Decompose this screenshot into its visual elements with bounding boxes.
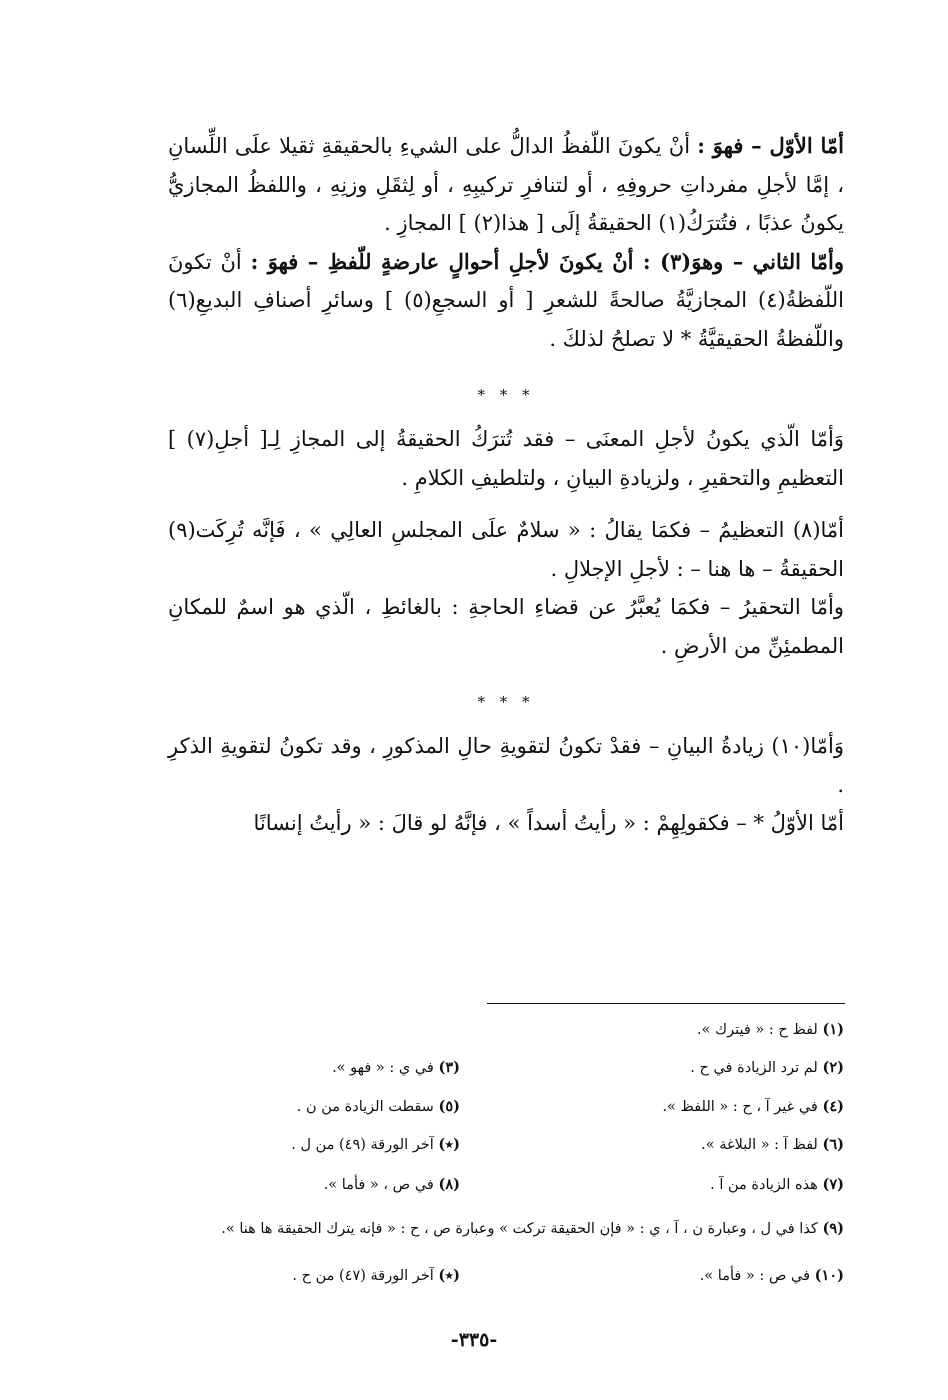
footnote: (٣) في ي : « فهو ». <box>332 1059 460 1076</box>
paragraph-first-type <box>168 127 844 243</box>
paragraph-second-type <box>168 243 844 359</box>
footnote: (٭) آخر الورقة (٤٧) من ح . <box>292 1267 460 1284</box>
footnote: (٩) كذا في ل ، وعبارة ن ، آ ، ي : « فإن الحقيقة تركت » وعبارة ص ، ح : « فإنه يترك الحقيقة ها هنا ». <box>221 1220 844 1237</box>
footnote-divider <box>487 1003 845 1004</box>
paragraph-text: أنْ يكونَ اللّفظُ الدالُّ على الشيءِ بالحقيقةِ ثقيلا علَى اللِّسانِ ، إمَّا لأجلِ مفرداتِ حروفِهِ ، أو لتنافرِ تركيبِهِ ، أو لِثقَلِ وزنِهِ ، واللفظُ المجازيُّ يكونُ عذبًا ، فتُترَكُ(١) الحقيقةُ إلَى [ هذا(٢) ] المجازِ . <box>168 134 844 235</box>
paragraph-first-kind: أمّا الأوّلُ * – فكقولِهِمْ : « رأيتُ أسداً » ، فإنَّهُ لو قالَ : « رأيتُ إنسانًا <box>253 811 844 835</box>
paragraph-meaning: وَأمّا الّذي يكونُ لأجلِ المعنَى – فقد تُترَكُ الحقيقةُ إلى المجازِ لِـ[ أجلِ(٧) ] التعظيمِ والتحقيرِ ، ولزيادةِ البيانِ ، ولتلطيفِ الكلامِ . <box>168 427 844 490</box>
paragraph-glorification: أمّا(٨) التعظيمُ – فكمَا يقالُ : « سلامٌ علَى المجلسِ العالِي » ، فَإنَّه تُرِكَت(٩) الحقيقةُ – ها هنا – : لأجلِ الإجلالِ . <box>168 518 844 581</box>
main-text <box>168 127 844 843</box>
paragraph-text: أنْ تكونَ اللّفظةُ(٤) المجازيَّةُ صالحةً للشعرِ [ أو السجعِ(٥) ] وسائرِ أصنافِ البديعِ(٦) واللّفظةُ الحقيقيَّةُ * لا تصلحُ لذلكَ . <box>168 249 845 351</box>
paragraph-lead: أمّا الأوّل – فهوَ : <box>697 133 844 158</box>
footnote: (٢) لم ترد الزيادة في ح . <box>690 1059 844 1076</box>
paragraph-clarity: وَأمّا(١٠) زيادةُ البيانِ – فقدْ تكونُ لتقويةِ حالِ المذكورِ ، وقد تكونُ لتقويةِ الذكرِ . <box>168 734 844 797</box>
footnote: (٨) في ص ، « فأما ». <box>323 1176 460 1193</box>
footnote: (٦) لفظ آ : « البلاغة ». <box>701 1136 844 1153</box>
footnote: (٭) آخر الورقة (٤٩) من ل . <box>291 1136 460 1153</box>
section-separator: * * * <box>477 693 535 711</box>
paragraph-lead: وأمّا الثاني – وهوَ(٣) : أنْ يكونَ لأجلِ أحوالٍ عارضةٍ للّفظِ – فهوَ : <box>250 248 845 274</box>
section-separator: * * * <box>477 386 535 404</box>
footnote: (٧) هذه الزيادة من آ . <box>710 1176 844 1193</box>
footnote: (٥) سقطت الزيادة من ن . <box>296 1098 460 1115</box>
footnote: (١) لفظ ح : « فيترك ». <box>697 1021 844 1038</box>
footnote: (٤) في غير آ ، ح : « اللفظ ». <box>662 1098 844 1115</box>
footnote: (١٠) في ص : « فأما ». <box>699 1267 844 1284</box>
paragraph-contempt: وأمّا التحقيرُ – فكمَا يُعبَّرُ عن قضاءِ الحاجةِ : بالغائطِ ، الّذي هو اسمٌ للمكانِ المطمئِنِّ من الأرضِ . <box>168 595 844 658</box>
page-number: -٣٣٥- <box>450 1329 498 1351</box>
